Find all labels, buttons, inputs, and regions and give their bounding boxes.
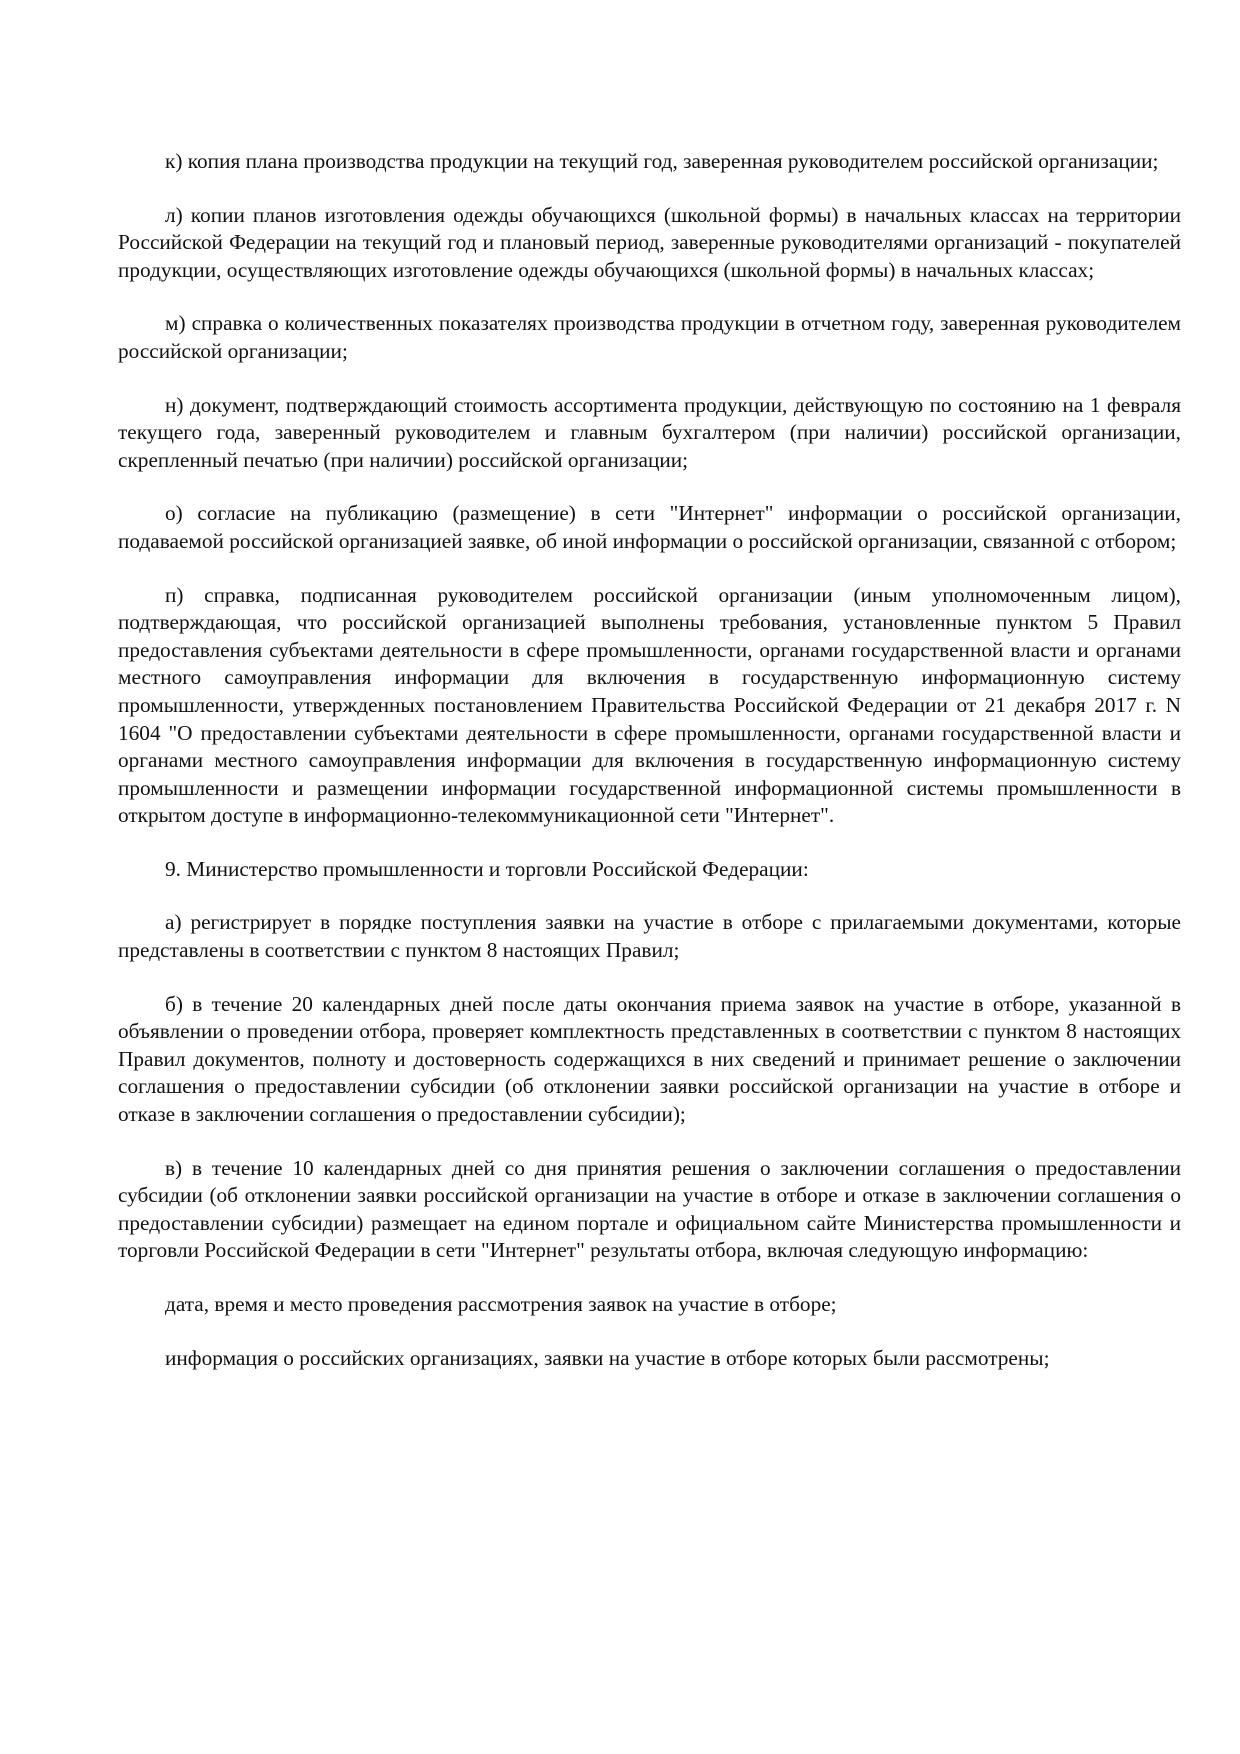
document-page — [118, 148, 1181, 1398]
paragraph-9b: б) в течение 20 календарных дней после даты окончания приема заявок на участие в отборе, указанной в объявлении о проведении отбора, проверяет комплектность представленных в соответствии с пунктом 8 настоящих Правил документов, полноту и достоверность содержащихся в них сведений и принимает решение о заключении соглашения о предоставлении субсидии (об отклонении заявки российской организации на участие в отборе и отказе в заключении соглашения о предоставлении субсидии); — [118, 991, 1181, 1127]
paragraph-l: л) копии планов изготовления одежды обучающихся (школьной формы) в начальных классах на территории Российской Федерации на текущий год и плановый период, заверенные руководителями организаций - покупателей продукции, осуществляющих изготовление одежды обучающихся (школьной формы) в начальных классах; — [118, 202, 1181, 282]
paragraph-9v-item-2: информация о российских организациях, заявки на участие в отборе которых были рассмотрены; — [165, 1345, 1050, 1370]
paragraph-m: м) справка о количественных показателях производства продукции в отчетном году, заверенная руководителем российской организации; — [118, 311, 1181, 363]
paragraph-k: к) копия плана производства продукции на текущий год, заверенная руководителем российской организации; — [165, 149, 1159, 173]
paragraph-p: п) справка, подписанная руководителем российской организации (иным уполномоченным лицом), подтверждающая, что российской организацией выполнены требования, установленные пунктом 5 Правил предоставления субъектами деятельности в сфере промышленности, органами государственной власти и органами местного самоуправления информации для включения в государственную информационную систему промышленности, утвержденных постановлением Правительства Российской Федерации от 21 декабря 2017 г. N 1604 "О предоставлении субъектами деятельности в сфере промышленности, органами государственной власти и органами местного самоуправления информации для включения в государственную информационную систему промышленности и размещении информации государственной информационной системы промышленности в открытом доступе в информационно-телекоммуникационной сети "Интернет". — [118, 582, 1181, 828]
paragraph-n: н) документ, подтверждающий стоимость ассортимента продукции, действующую по состоянию на 1 февраля текущего года, заверенный руководителем и главным бухгалтером (при наличии) российской организации, скрепленный печатью (при наличии) российской организации; — [118, 392, 1181, 472]
paragraph-o: о) согласие на публикацию (размещение) в сети "Интернет" информации о российской организации, подаваемой российской организацией заявке, об иной информации о российской организации, связанной с отбором; — [118, 501, 1181, 553]
paragraph-9v: в) в течение 10 календарных дней со дня принятия решения о заключении соглашения о предоставлении субсидии (об отклонении заявки российской организации на участие в отборе и отказе в заключении соглашения о предоставлении субсидии) размещает на едином портале и официальном сайте Министерства промышленности и торговли Российской Федерации в сети "Интернет" результаты отбора, включая следующую информацию: — [118, 1155, 1181, 1263]
paragraph-9v-item-1: дата, время и место проведения рассмотрения заявок на участие в отборе; — [165, 1292, 837, 1316]
paragraph-9a: а) регистрирует в порядке поступления заявки на участие в отборе с прилагаемыми документами, которые представлены в соответствии с пунктом 8 настоящих Правил; — [118, 910, 1181, 963]
section-9-heading: 9. Министерство промышленности и торговли Российской Федерации: — [165, 856, 809, 881]
